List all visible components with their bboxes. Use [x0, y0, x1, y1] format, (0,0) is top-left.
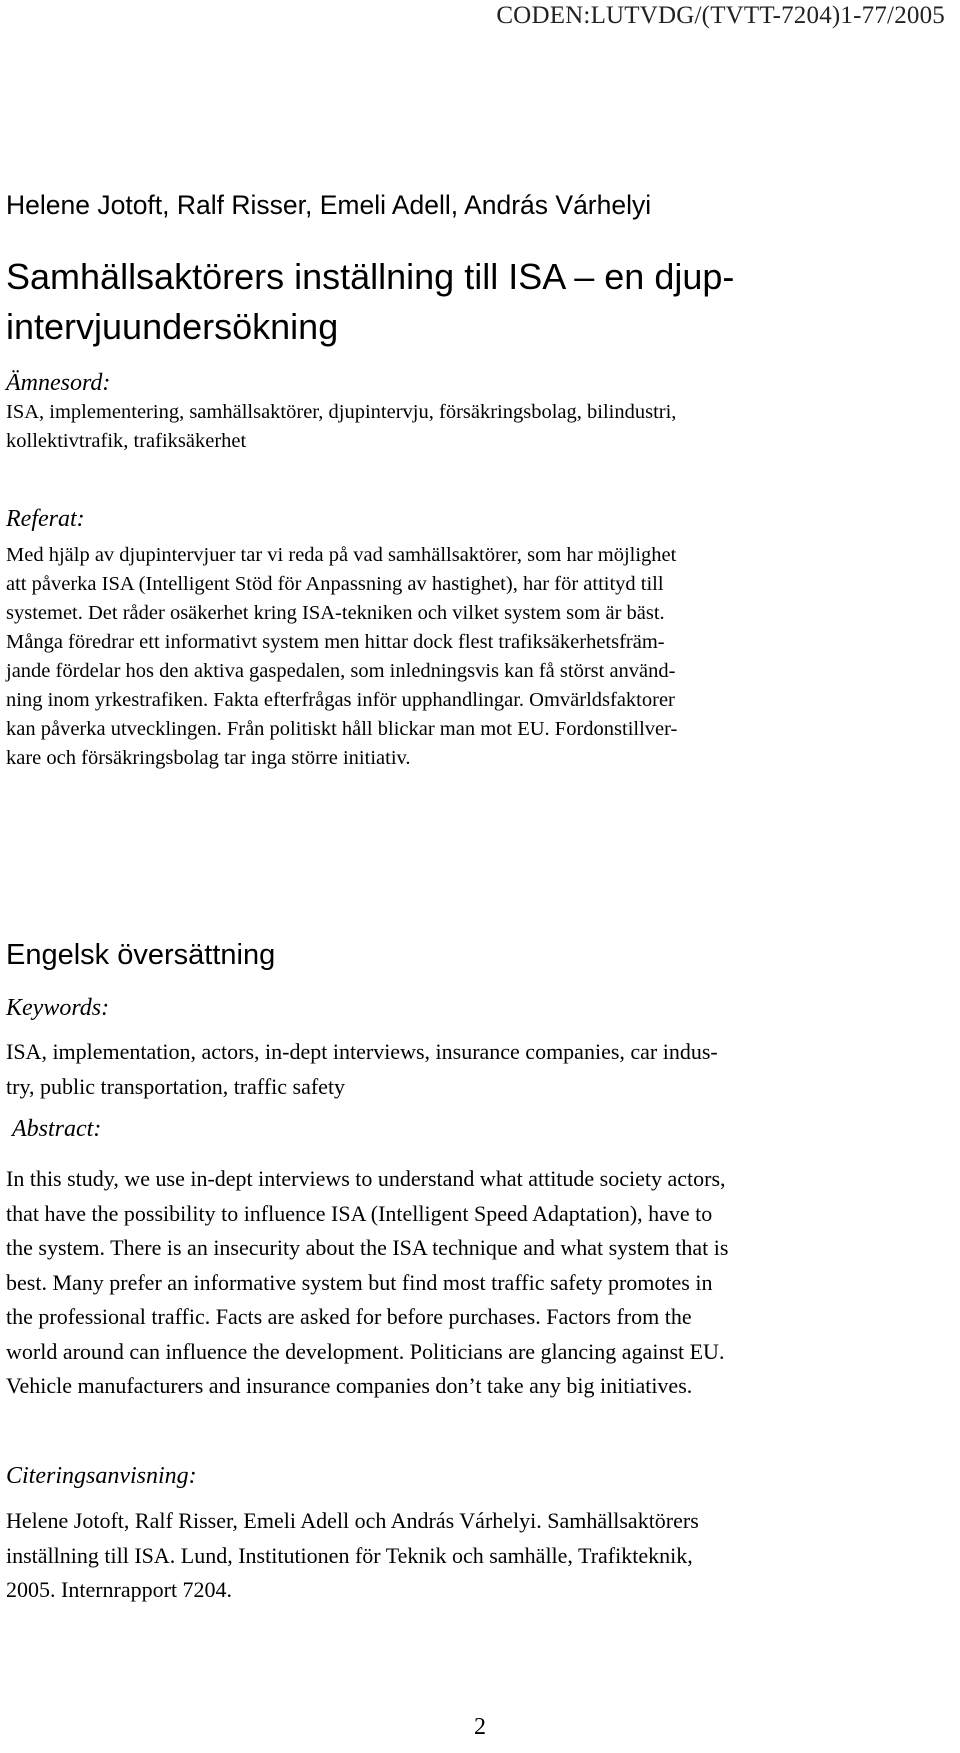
keywords-line: try, public transportation, traffic safety	[6, 1073, 346, 1099]
amnesord-label: Ämnesord:	[6, 370, 111, 396]
referat-line: jande fördelar hos den aktiva gaspedalen, som inledningsvis kan få störst använd-	[6, 660, 676, 682]
abstract-line: the system. There is an insecurity about the ISA technique and what system that is	[6, 1235, 729, 1260]
keywords-line: ISA, implementation, actors, in-dept interviews, insurance companies, car indus-	[6, 1039, 718, 1064]
referat-line: ning inom yrkestrafiken. Fakta efterfrågas inför upphandlingar. Omvärldsfaktorer	[6, 689, 675, 711]
amnesord-text	[6, 398, 954, 456]
referat-line: systemet. Det råder osäkerhet kring ISA-tekniken och vilket system som är bäst.	[6, 602, 665, 624]
abstract-line: In this study, we use in-dept interviews to understand what attitude society actors,	[6, 1166, 726, 1191]
abstract-line: the professional traffic. Facts are asked for before purchases. Factors from the	[6, 1304, 692, 1329]
authors: Helene Jotoft, Ralf Risser, Emeli Adell, András Várhelyi	[6, 190, 652, 220]
title-line: Samhällsaktörers inställning till ISA – en djup-	[6, 256, 735, 297]
report-code: CODEN:LUTVDG/(TVTT-7204)1-77/2005	[496, 2, 945, 29]
citation-label: Citeringsanvisning:	[6, 1463, 197, 1489]
abstract-line: world around can influence the development. Politicians are glancing against EU.	[6, 1338, 725, 1364]
abstract-text	[6, 1162, 954, 1404]
amnesord-line: kollektivtrafik, trafiksäkerhet	[6, 430, 247, 452]
document-title	[6, 252, 946, 352]
abstract-label: Abstract:	[12, 1116, 102, 1142]
citation-text	[6, 1504, 954, 1608]
amnesord-line: ISA, implementering, samhällsaktörer, djupintervju, försäkringsbolag, bilindustri,	[6, 401, 677, 423]
page-number: 2	[474, 1714, 486, 1740]
referat-text	[6, 541, 954, 773]
keywords-text	[6, 1035, 954, 1104]
referat-line: Med hjälp av djupintervjuer tar vi reda på vad samhällsaktörer, som har möjlighet	[6, 544, 677, 566]
referat-line: att påverka ISA (Intelligent Stöd för Anpassning av hastighet), har för attityd till	[6, 573, 664, 595]
keywords-label: Keywords:	[6, 995, 110, 1021]
title-line: intervjuundersökning	[6, 306, 339, 347]
referat-label: Referat:	[6, 506, 85, 532]
abstract-line: that have the possibility to influence ISA (Intelligent Speed Adaptation), have to	[6, 1200, 713, 1226]
english-heading: Engelsk översättning	[6, 939, 276, 971]
citation-line: 2005. Internrapport 7204.	[6, 1577, 233, 1602]
referat-line: Många föredrar ett informativt system men hittar dock flest trafiksäkerhetsfräm-	[6, 631, 665, 653]
referat-line: kare och försäkringsbolag tar inga större initiativ.	[6, 747, 411, 769]
referat-line: kan påverka utvecklingen. Från politiskt håll blickar man mot EU. Fordonstillver-	[6, 718, 678, 740]
citation-line: inställning till ISA. Lund, Institutionen för Teknik och samhälle, Trafikteknik,	[6, 1542, 693, 1568]
abstract-line: Vehicle manufacturers and insurance companies don’t take any big initiatives.	[6, 1373, 693, 1398]
citation-line: Helene Jotoft, Ralf Risser, Emeli Adell och András Várhelyi. Samhällsaktörers	[6, 1508, 699, 1533]
abstract-line: best. Many prefer an informative system but find most traffic safety promotes in	[6, 1269, 713, 1295]
